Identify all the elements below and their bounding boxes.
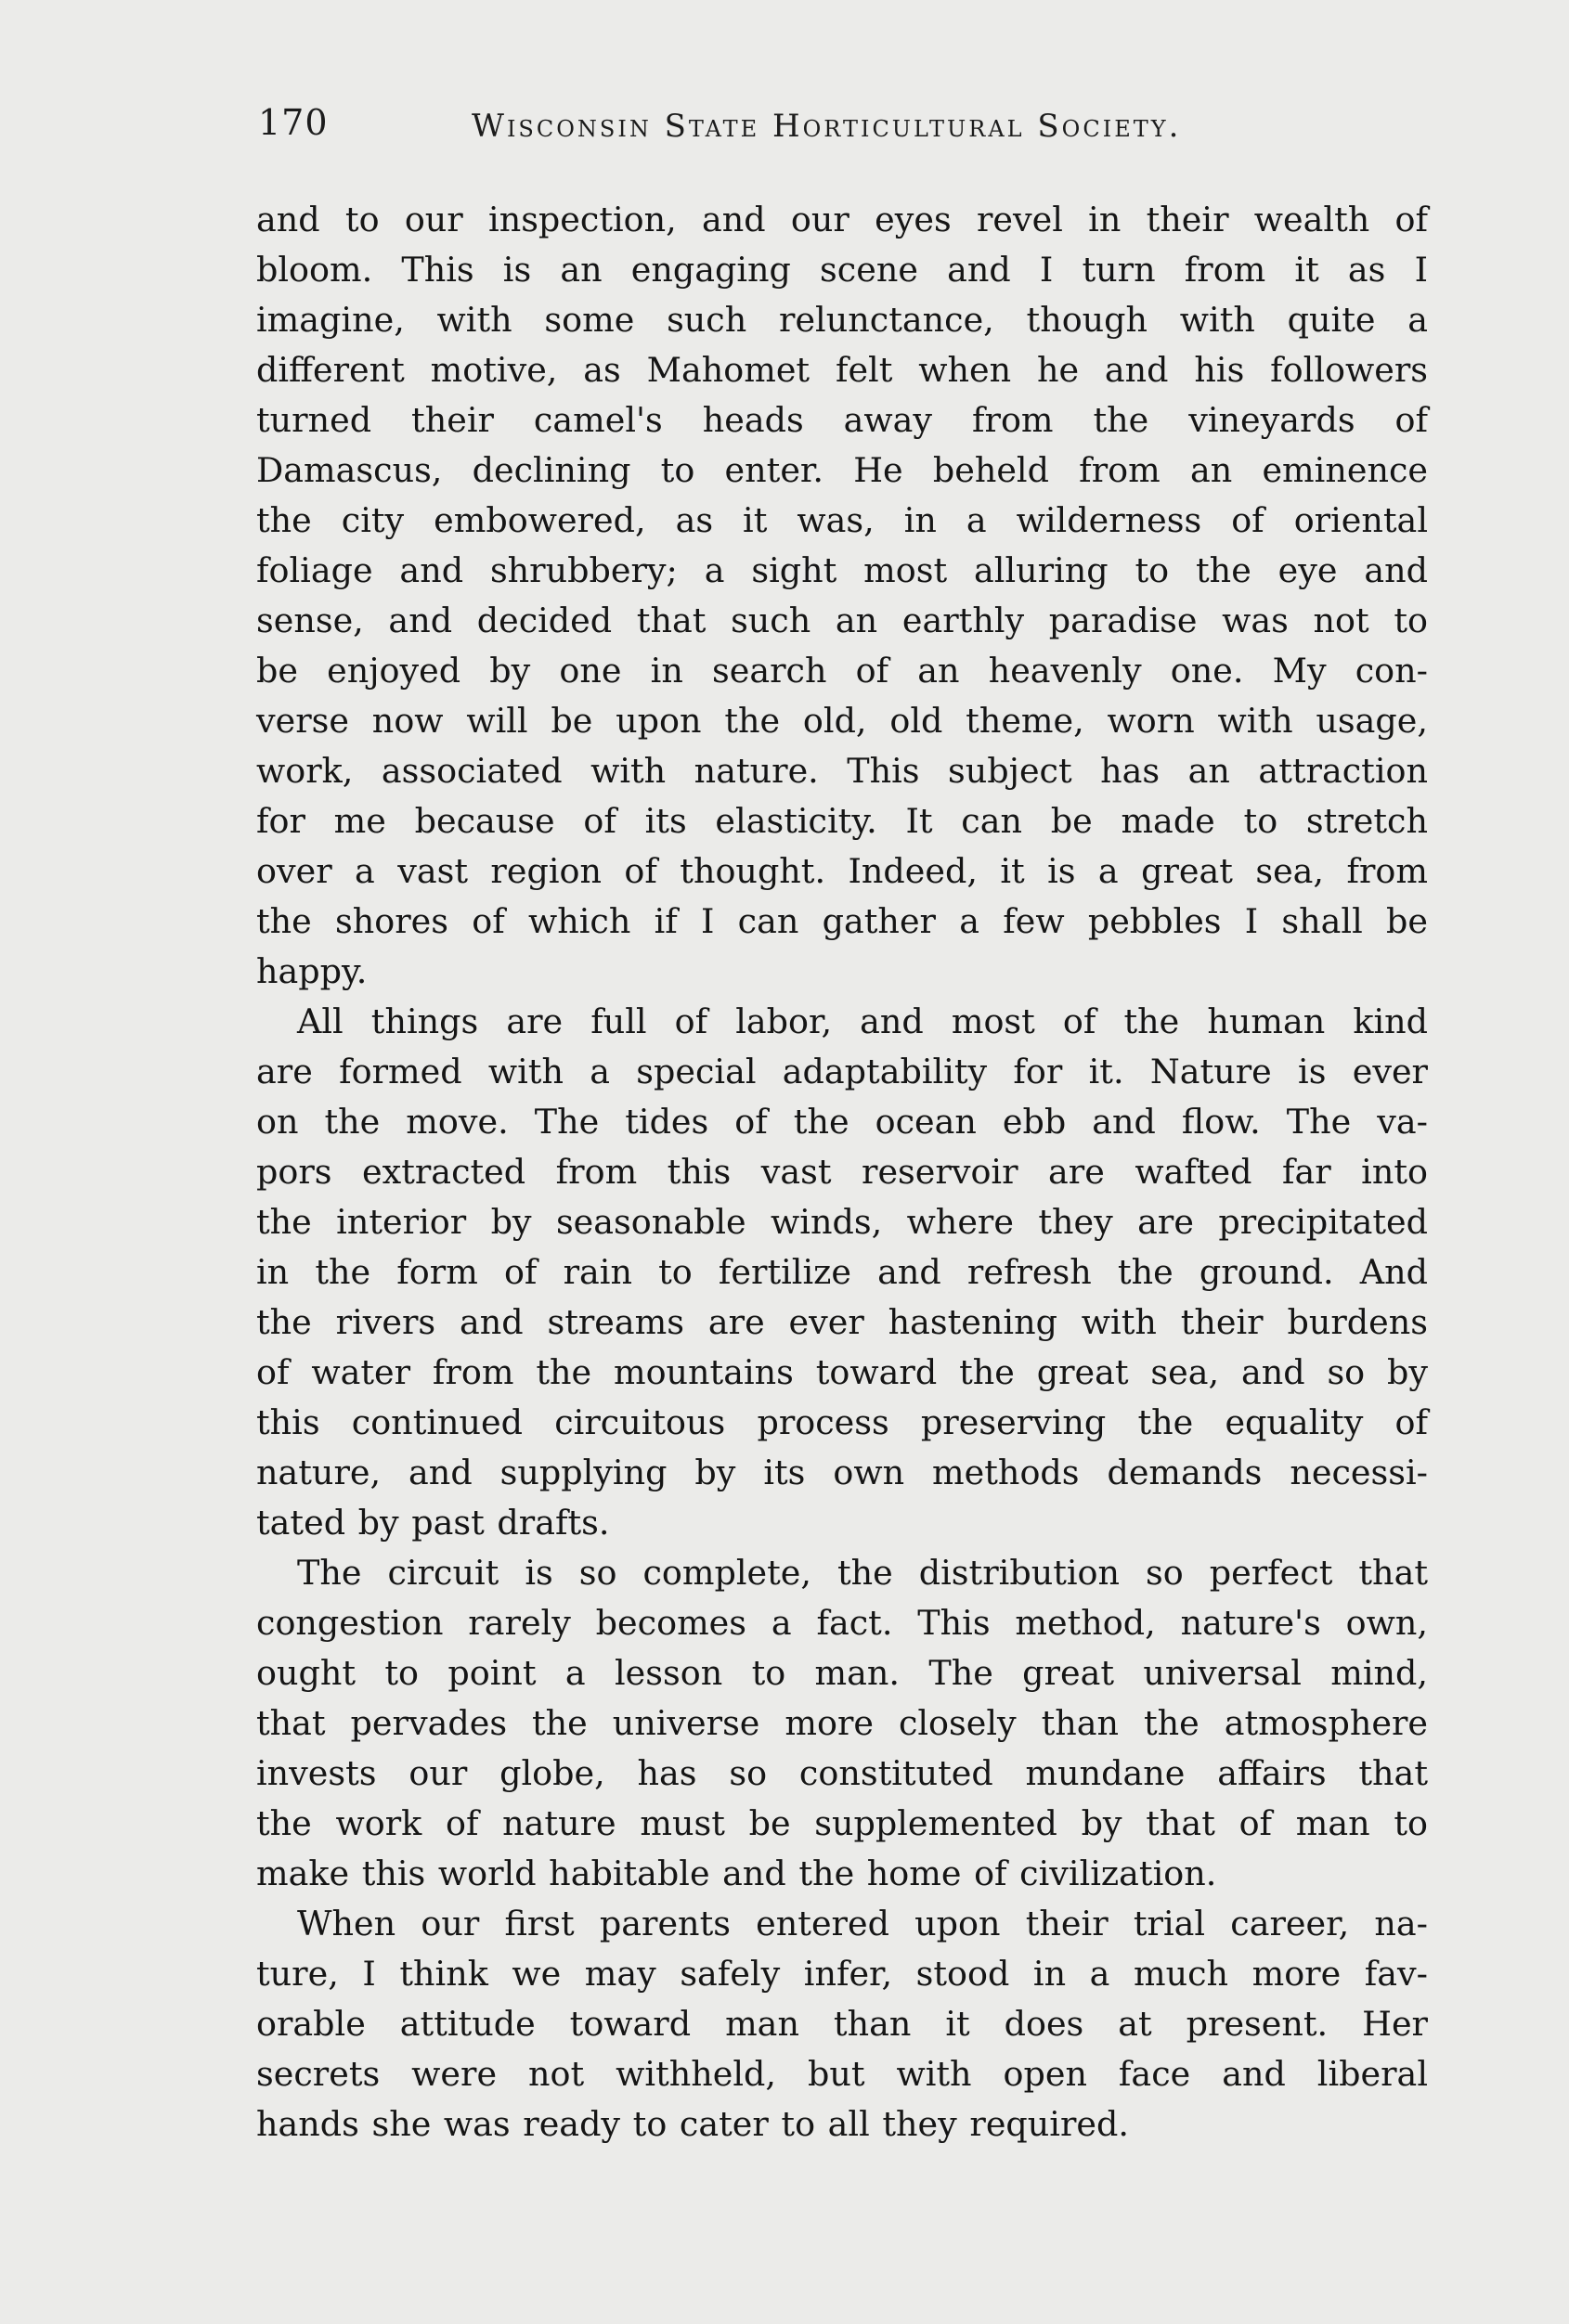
text-line: ture, I think we may safely infer, stood in a much more fav- — [256, 1954, 1428, 1994]
text-line: invests our globe, has so constituted mundane affairs that — [256, 1753, 1428, 1793]
text-line: this continued circuitous process preserving the equality of — [256, 1402, 1428, 1442]
text-line: secrets were not withheld, but with open face and liberal — [256, 2054, 1428, 2094]
text-line: of water from the mountains toward the great sea, and so by — [256, 1352, 1428, 1392]
paragraph-2 — [256, 997, 1428, 1548]
text-line: bloom. This is an engaging scene and I turn from it as I — [256, 250, 1428, 290]
text-line: tated by past drafts. — [256, 1503, 610, 1543]
text-line: make this world habitable and the home of civilization. — [256, 1853, 1217, 1893]
text-line: Damascus, declining to enter. He beheld from an eminence — [256, 450, 1428, 490]
text-line: orable attitude toward man than it does at present. Her — [256, 2004, 1428, 2044]
text-line: turned their camel's heads away from the vineyards of — [256, 400, 1428, 440]
text-line: hands she was ready to cater to all they required. — [256, 2104, 1129, 2144]
text-line: and to our inspection, and our eyes revel in their wealth of — [256, 200, 1428, 239]
text-line: in the form of rain to fertilize and refresh the ground. And — [256, 1252, 1428, 1292]
text-line: the city embowered, as it was, in a wilderness of oriental — [256, 500, 1428, 540]
text-line: over a vast region of thought. Indeed, it is a great sea, from — [256, 851, 1428, 891]
text-line: happy. — [256, 951, 368, 991]
text-line: congestion rarely becomes a fact. This method, nature's own, — [256, 1603, 1428, 1643]
text-line: the work of nature must be supplemented by that of man to — [256, 1803, 1428, 1843]
text-line: The circuit is so complete, the distribution so perfect that — [297, 1553, 1428, 1593]
text-line: pors extracted from this vast reservoir are wafted far into — [256, 1152, 1428, 1192]
running-head — [258, 102, 1261, 158]
text-line: are formed with a special adaptability for it. Nature is ever — [256, 1052, 1428, 1091]
paragraph-4 — [256, 1899, 1428, 2150]
text-line: All things are full of labor, and most of the human kind — [297, 1001, 1428, 1041]
body-text — [256, 195, 1428, 2150]
text-line: work, associated with nature. This subject has an attraction — [256, 751, 1428, 791]
text-line: imagine, with some such relunctance, though with quite a — [256, 300, 1428, 340]
text-line: sense, and decided that such an earthly paradise was not to — [256, 600, 1428, 640]
text-line: for me because of its elasticity. It can be made to stretch — [256, 801, 1428, 841]
text-line: the rivers and streams are ever hastening with their burdens — [256, 1302, 1428, 1342]
text-line: the shores of which if I can gather a few pebbles I shall be — [256, 901, 1428, 941]
text-line: ought to point a lesson to man. The great universal mind, — [256, 1653, 1428, 1693]
text-line: nature, and supplying by its own methods demands necessi- — [256, 1452, 1428, 1492]
text-line: the interior by seasonable winds, where they are precipitated — [256, 1202, 1428, 1242]
text-line: that pervades the universe more closely than the atmosphere — [256, 1703, 1428, 1743]
text-line: When our first parents entered upon their trial career, na- — [297, 1904, 1428, 1943]
paragraph-1 — [256, 195, 1428, 997]
text-line: be enjoyed by one in search of an heavenly one. My con- — [256, 651, 1428, 691]
text-line: verse now will be upon the old, old theme, worn with usage, — [256, 701, 1428, 741]
running-title: Wisconsin State Horticultural Society. — [472, 108, 1182, 145]
text-line: foliage and shrubbery; a sight most alluring to the eye and — [256, 550, 1428, 590]
page-number: 170 — [258, 102, 329, 143]
text-line: on the move. The tides of the ocean ebb and flow. The va- — [256, 1102, 1428, 1142]
paragraph-3 — [256, 1548, 1428, 1899]
text-line: different motive, as Mahomet felt when he and his followers — [256, 350, 1428, 390]
